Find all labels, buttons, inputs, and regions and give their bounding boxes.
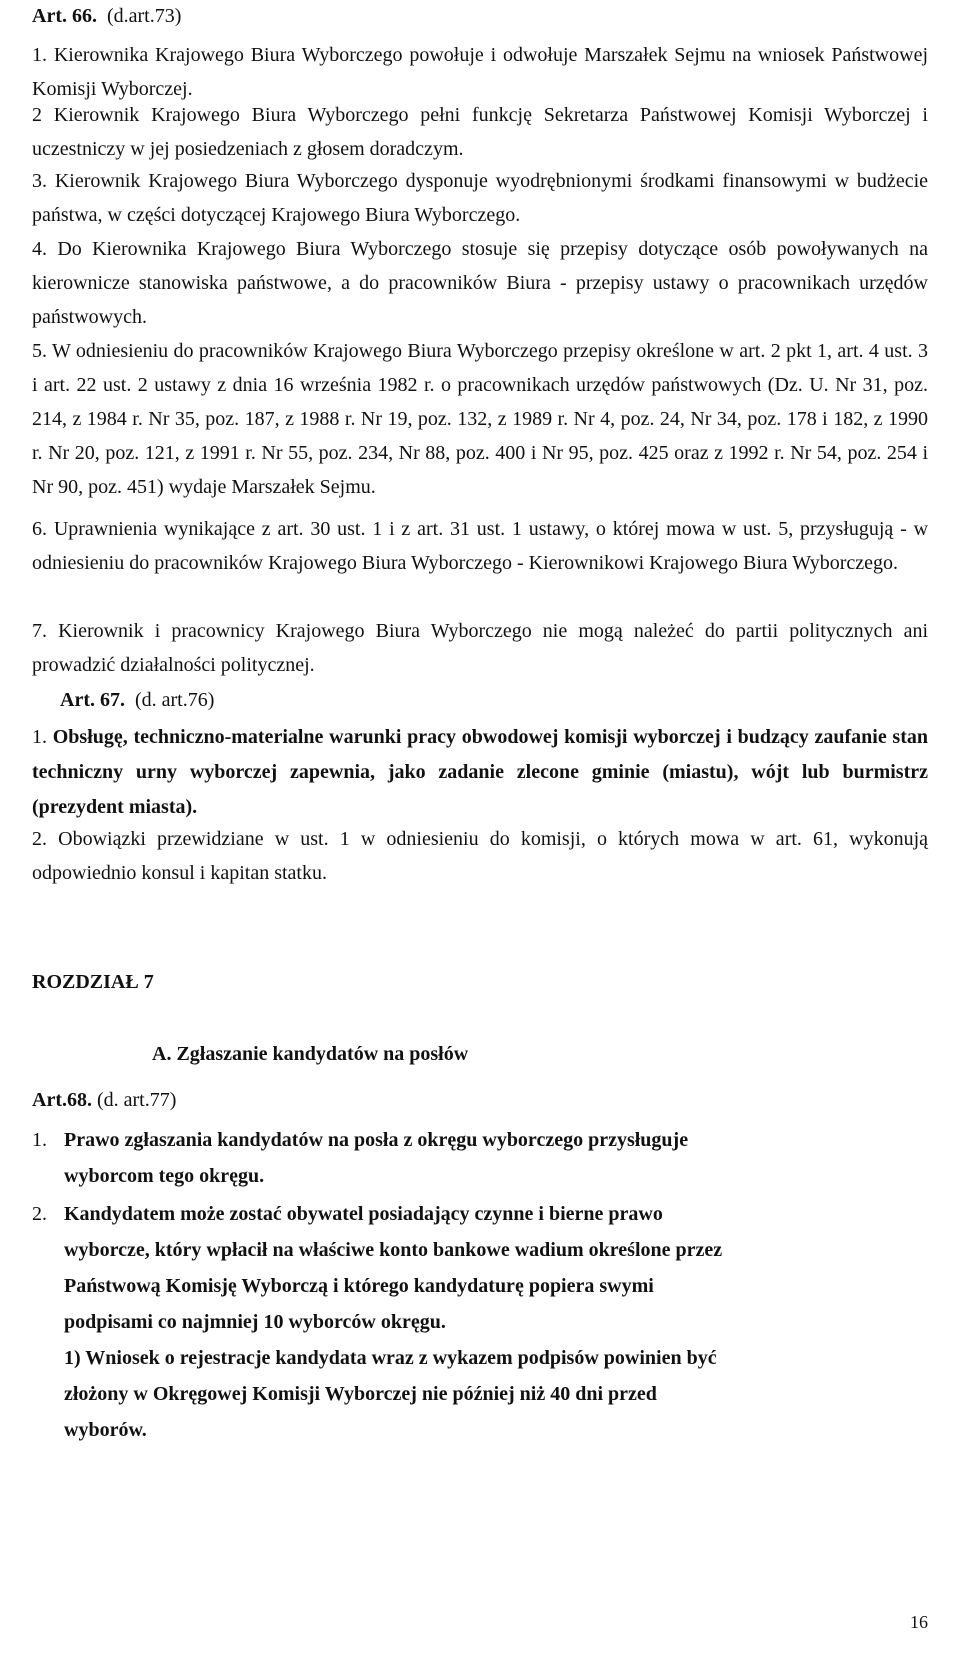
- paragraph-text: Do Kierownika Krajowego Biura Wyborczego stosuje się przepisy dotyczące osób powoływanych na kierownicze stanowiska państwowe, a do pracowników Biura - przepisy ustawy o pracownikach urzędów państwowych.: [32, 238, 928, 328]
- article-reference: (d. art.76): [134, 689, 215, 711]
- subparagraph-line: 1) Wniosek o rejestracje kandydata wraz z wykazem podpisów powinien być: [64, 1347, 717, 1369]
- paragraph-66-2: [32, 98, 928, 166]
- paragraph-number: 2: [32, 104, 42, 126]
- paragraph-text: Kierownika Krajowego Biura Wyborczego powołuje i odwołuje Marszałek Sejmu na wniosek Państwowej Komisji Wyborczej.: [32, 44, 928, 100]
- paragraph-66-3: [32, 164, 928, 232]
- paragraph-66-6: [32, 512, 928, 580]
- paragraph-67-1: [32, 720, 928, 825]
- paragraph-67-2: [32, 822, 928, 890]
- paragraph-line: Państwową Komisję Wyborczą i którego kandydaturę popiera swymi: [64, 1275, 654, 1297]
- paragraph-text: W odniesieniu do pracowników Krajowego Biura Wyborczego przepisy określone w art. 2 pkt 1, art. 4 ust. 3 i art. 22 ust. 2 ustawy z dnia 16 września 1982 r. o pracownikach urzędów państwowych (Dz. U. Nr 31, poz. 214, z 1984 r. Nr 35, poz. 187, z 1988 r. Nr 19, poz. 132, z 1989 r. Nr 4, poz. 24, Nr 34, poz. 178 i 182, z 1990 r. Nr 20, poz. 121, z 1991 r. Nr 55, poz. 234, Nr 88, poz. 400 i Nr 95, poz. 425 oraz z 1992 r. Nr 54, poz. 254 i Nr 90, poz. 451) wydaje Marszałek Sejmu.: [32, 340, 929, 498]
- subparagraph-line: wyborów.: [64, 1419, 147, 1441]
- paragraph-text: Obsługę, techniczno-materialne warunki pracy obwodowej komisji wyborczej i budzący zaufanie stan techniczny urny wyborczej zapewnia, jako zadanie zlecone gminie (miastu), wójt lub burmistrz (prezydent miasta).: [32, 726, 928, 818]
- article-67-heading: [60, 686, 214, 714]
- paragraph-number: 3.: [32, 170, 47, 192]
- paragraph-66-7: [32, 614, 928, 682]
- paragraph-number: 1.: [32, 1129, 47, 1151]
- paragraph-number: 2.: [32, 1203, 47, 1225]
- paragraph-number: 7.: [32, 620, 47, 642]
- paragraph-number: 1.: [32, 726, 47, 748]
- article-68-heading: [32, 1086, 176, 1114]
- paragraph-66-4: [32, 232, 928, 334]
- paragraph-text: Obowiązki przewidziane w ust. 1 w odniesieniu do komisji, o których mowa w art. 61, wykonują odpowiednio konsul i kapitan statku.: [32, 828, 929, 884]
- paragraph-line: wyborcom tego okręgu.: [64, 1165, 265, 1187]
- article-title: Art. 67.: [60, 689, 125, 711]
- article-title: Art.68.: [32, 1089, 92, 1111]
- paragraph-68-2: [32, 1196, 928, 1448]
- paragraph-text: Kierownik Krajowego Biura Wyborczego pełni funkcję Sekretarza Państwowej Komisji Wyborczej i uczestniczy w jej posiedzeniach z głosem doradczym.: [32, 104, 928, 160]
- paragraph-line: Prawo zgłaszania kandydatów na posła z okręgu wyborczego przysługuje: [64, 1129, 689, 1151]
- article-66-heading: [32, 2, 181, 30]
- paragraph-66-1: [32, 38, 928, 106]
- paragraph-number: 6.: [32, 518, 47, 540]
- paragraph-66-5: [32, 334, 928, 504]
- page-number: 16: [910, 1612, 928, 1632]
- paragraph-line: podpisami co najmniej 10 wyborców okręgu.: [64, 1311, 446, 1333]
- chapter-title: ROZDZIAŁ 7: [32, 971, 154, 993]
- paragraph-number: 2.: [32, 828, 47, 850]
- paragraph-number: 1.: [32, 44, 47, 66]
- paragraph-text: Uprawnienia wynikające z art. 30 ust. 1 i z art. 31 ust. 1 ustawy, o której mowa w ust. 5, przysługują - w odniesieniu do pracowników Krajowego Biura Wyborczego - Kierownikowi Krajowego Biura Wyborczego.: [32, 518, 929, 574]
- paragraph-line: Kandydatem może zostać obywatel posiadający czynne i bierne prawo: [64, 1203, 663, 1225]
- chapter-subtitle: A. Zgłaszanie kandydatów na posłów: [152, 1043, 469, 1065]
- paragraph-text: Kierownik i pracownicy Krajowego Biura Wyborczego nie mogą należeć do partii politycznych ani prowadzić działalności politycznej.: [32, 620, 929, 676]
- paragraph-line: wyborcze, który wpłacił na właściwe konto bankowe wadium określone przez: [64, 1239, 723, 1261]
- article-reference: (d. art.77): [96, 1089, 177, 1111]
- paragraph-text: Kierownik Krajowego Biura Wyborczego dysponuje wyodrębnionymi środkami finansowymi w budżecie państwa, w części dotyczącej Krajowego Biura Wyborczego.: [32, 170, 929, 226]
- article-title: Art. 66.: [32, 5, 97, 27]
- paragraph-number: 5.: [32, 340, 47, 362]
- article-reference: (d.art.73): [106, 5, 182, 27]
- paragraph-68-1: [32, 1122, 928, 1194]
- subparagraph-line: złożony w Okręgowej Komisji Wyborczej nie później niż 40 dni przed: [64, 1383, 657, 1405]
- paragraph-number: 4.: [32, 238, 47, 260]
